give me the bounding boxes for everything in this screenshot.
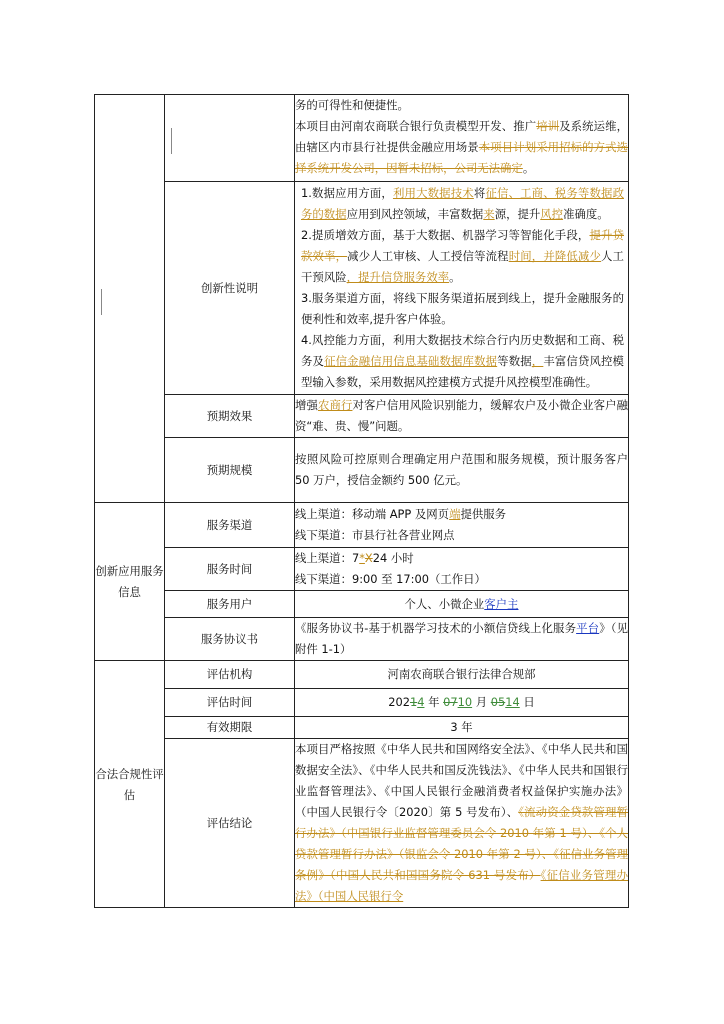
conclusion-label: 评估结论 xyxy=(165,739,295,908)
table-row xyxy=(95,548,629,591)
innovation-item-2 xyxy=(301,225,624,288)
empty-cell-marker xyxy=(101,289,102,315)
innovation-continued-label-cell xyxy=(165,95,295,182)
compliance-category: 合法合规性评估 xyxy=(95,661,165,908)
innovation-item-4 xyxy=(301,330,624,393)
table-row xyxy=(95,717,629,739)
intro-paragraph xyxy=(295,116,628,179)
tracked-change-text: 征信、工商、税务等数据政务的数据 xyxy=(301,186,624,221)
project-table xyxy=(94,94,629,908)
tracked-change-text: * xyxy=(359,551,365,565)
text-run: 准确度。 xyxy=(563,207,609,221)
eval-org-label: 评估机构 xyxy=(165,661,295,689)
text-run: 4.风控能力方面，利用大数据技术综合行内历史数据和工商、税务及 xyxy=(301,333,624,368)
table-row xyxy=(95,503,629,548)
eval-date-value xyxy=(295,689,629,717)
innovation-category-cell xyxy=(95,95,165,503)
text-run: 《服务协议书-基于机器学习技术的小额信贷线上化服务 xyxy=(295,621,577,635)
text-run: 24 小时 xyxy=(372,551,414,565)
table-row xyxy=(95,618,629,661)
service-channel-value xyxy=(295,503,629,548)
expected-scale-label: 预期规模 xyxy=(165,438,295,503)
online-channel xyxy=(295,504,628,525)
tracked-change-text: 利用大数据技术 xyxy=(392,186,474,200)
innovation-item-1 xyxy=(301,183,624,225)
service-channel-label: 服务渠道 xyxy=(165,503,295,548)
service-time-label: 服务时间 xyxy=(165,548,295,591)
tracked-change-text: X xyxy=(364,551,373,565)
tracked-change-text: 平台 xyxy=(576,621,600,635)
text-run: 丰富信贷风控模型输入参数，采用数据风控建模方式提升风控模型准确性。 xyxy=(301,354,624,389)
text-run: 。 xyxy=(449,270,461,284)
expected-effect-text xyxy=(295,395,629,438)
table-row xyxy=(95,689,629,717)
eval-org-value: 河南农商联合银行法律合规部 xyxy=(295,661,629,689)
expected-effect-label: 预期效果 xyxy=(165,395,295,438)
offline-time: 线下渠道：9:00 至 17:00（工作日） xyxy=(295,572,486,586)
table-row xyxy=(95,182,629,395)
text-run: 》（见附件 1-1） xyxy=(295,621,628,656)
text-run: 202 xyxy=(388,695,410,709)
tracked-change-text: 14 xyxy=(505,695,520,709)
tracked-change-text: 《流动资金贷款管理暂行办法》（中国银行业监督管理委员会令 2010 年第 1 号）、《个人贷款管理暂行办法》（银监会令 2010 年第 2 号）、《征信业务管理条例》（中国人民共和国国务院令 631 号发布） xyxy=(295,805,628,882)
text-run: 本项目由河南农商联合银行负责模型开发、推广 xyxy=(295,119,537,133)
text-run: 提供服务 xyxy=(460,507,507,521)
empty-cell-marker xyxy=(171,128,172,154)
text-run: 1.数据应用方面， xyxy=(301,186,393,200)
table-row xyxy=(95,661,629,689)
tracked-change-text: 07 xyxy=(443,695,458,709)
text-run: 2.提质增效方面，基于大数据、机器学习等智能化手段， xyxy=(301,228,590,242)
table-row xyxy=(95,95,629,182)
text-run: 人工干预风险 xyxy=(301,249,624,284)
service-users-label: 服务用户 xyxy=(165,591,295,618)
intro-line: 务的可得性和便捷性。 xyxy=(295,98,409,112)
text-run: 线上渠道：移动端 APP 及网页 xyxy=(295,507,450,521)
table-row xyxy=(95,739,629,908)
validity-value: 3 年 xyxy=(295,717,629,739)
text-run: 年 xyxy=(424,695,444,709)
tracked-change-text: 4 xyxy=(417,695,425,709)
text-run: 及系统运维，由辖区内市县行社提供金融应用场景 xyxy=(295,119,628,154)
tracked-change-text: 客户主 xyxy=(484,596,519,611)
validity-label: 有效期限 xyxy=(165,717,295,739)
tracked-change-text: ， xyxy=(531,354,544,368)
tracked-change-text: 05 xyxy=(490,695,506,709)
text-run: 等数据 xyxy=(497,354,532,368)
text-run: 源，提升 xyxy=(494,207,541,221)
text-run: 线上渠道：7 xyxy=(295,551,360,565)
text-run: 应用到风控领域，丰富数据 xyxy=(346,207,484,221)
text-run: 。 xyxy=(522,161,535,175)
tracked-change-text: 10 xyxy=(457,695,473,709)
tracked-change-text: 1 xyxy=(409,695,418,709)
text-run: 增强 xyxy=(295,398,318,412)
innovation-description xyxy=(295,182,629,395)
tracked-change-text: ，提升信贷服务效率 xyxy=(346,270,450,284)
service-agreement-value xyxy=(295,618,629,661)
table-row xyxy=(95,438,629,503)
tracked-change-text: 征信金融信用信息基础数据库数据 xyxy=(324,354,498,368)
text-run: 减少人工审核、人工授信等流程 xyxy=(347,249,509,263)
tracked-change-text: 来 xyxy=(483,207,495,221)
text-run: 日 xyxy=(519,695,535,709)
offline-channel: 线下渠道：市县行社各营业网点 xyxy=(295,528,455,542)
innovation-continued-text xyxy=(295,95,629,182)
eval-date-label: 评估时间 xyxy=(165,689,295,717)
expected-scale-text: 按照风险可控原则合理确定用户范围和服务规模，预计服务客户 50 万户，授信金额约 500 亿元。 xyxy=(295,438,629,503)
innovation-item-3 xyxy=(301,288,624,330)
tracked-change-text: 时间，并降低减少 xyxy=(508,249,602,263)
text-run: 个人、小微企业 xyxy=(404,596,485,611)
table-row xyxy=(95,591,629,618)
innovation-label: 创新性说明 xyxy=(165,182,295,395)
text-run: 月 xyxy=(472,695,491,709)
tracked-change-text: 农商行 xyxy=(317,398,353,412)
service-info-category: 创新应用服务信息 xyxy=(95,503,165,661)
text-run: 将 xyxy=(473,186,486,200)
tracked-change-text: 提升贷款效率， xyxy=(301,228,624,263)
service-agreement-label: 服务协议书 xyxy=(165,618,295,661)
table-row xyxy=(95,395,629,438)
conclusion-text xyxy=(295,739,629,908)
online-time xyxy=(295,548,628,569)
service-users-value xyxy=(295,591,629,618)
service-time-value xyxy=(295,548,629,591)
tracked-change-text: 《征信业务管理办法》（中国人民银行令 xyxy=(295,868,628,903)
tracked-change-text: 本项目计划采用招标的方式选择系统开发公司，因暂未招标，公司无法确定 xyxy=(295,140,628,175)
text-run: 本项目严格按照《中华人民共和国网络安全法》、《中华人民共和国数据安全法》、《中华人民共和国反洗钱法》、《中华人民共和国银行业监督管理法》、《中国人民银行金融消费者权益保护实施办法》（中国人民银行令〔2020〕第 5 号发布）、 xyxy=(295,742,628,819)
text-run: 3.服务渠道方面，将线下服务渠道拓展到线上，提升金融服务的便利性和效率,提升客户体验。 xyxy=(301,291,624,326)
text-run: 对客户信用风险识别能力，缓解农户及小微企业客户融资“难、贵、慢”问题。 xyxy=(295,398,628,433)
tracked-change-text: 培训 xyxy=(536,119,560,133)
tracked-change-text: 端 xyxy=(449,507,461,521)
tracked-change-text: 风控 xyxy=(540,207,564,221)
